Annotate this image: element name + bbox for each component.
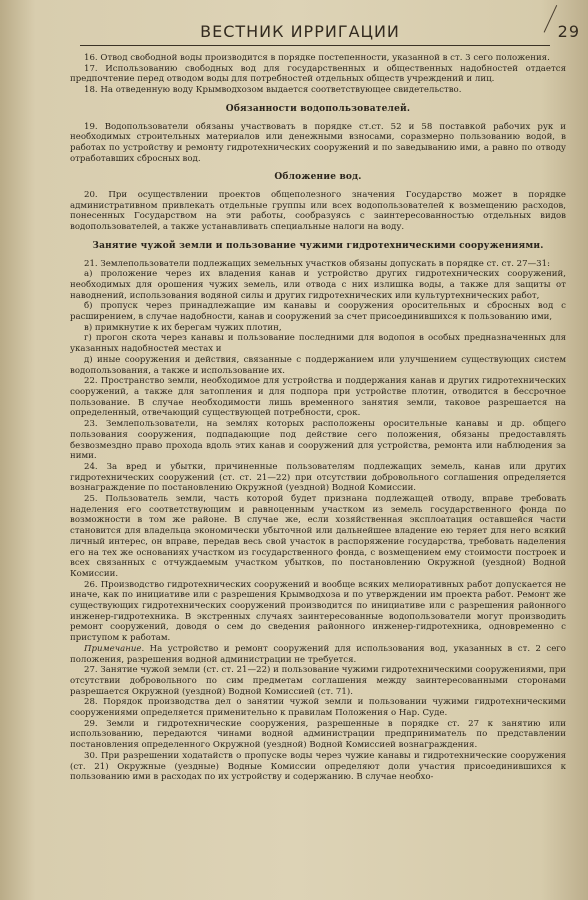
- paragraph: 24. За вред и убытки, причиненные пользователям подлежащих земель, канав или других гидротехнических сооружений (ст. ст. 21—22) при отсутствии добровольного соглашения определяется вознаграждение по постановлению Окружной (уездной) Водной Комиссии.: [70, 461, 566, 494]
- paragraph: 23. Землепользователи, на землях которых расположены оросительные канавы и др. общего пользования сооружения, подпадающие под действие сего положения, обязаны предоставлять безвозмездно право прохода вдоль этих канав и сооружений для устройства, ремонта или наблюдения за ними.: [70, 419, 566, 462]
- paragraph: 30. При разрешении ходатайств о пропуске воды через чужие канавы и гидротехнические сооружения (ст. 21) Окружные (уездные) Водные Комиссии определяют доли участия присоединившихся к пользованию ими в расходах по их устройству и содержанию. В случае необхо-: [70, 750, 566, 783]
- page-number: 29: [557, 22, 580, 41]
- note-paragraph: [70, 644, 566, 665]
- document-body: [70, 53, 566, 783]
- paragraph: 21. Землепользователи подлежащих земельных участков обязаны допускать в порядке ст. ст. 27—31:: [84, 258, 551, 269]
- journal-title: ВЕСТНИК ИРРИГАЦИИ: [200, 22, 400, 41]
- note-text: На устройство и ремонт сооружений для использования вод, указанных в ст. 2 сего положения, разрешения водной администрации не требуется.: [70, 643, 566, 665]
- note-label: Примечание.: [84, 643, 145, 654]
- paragraph: 27. Занятие чужой земли (ст. ст. 21—22) и пользование чужими гидротехническими сооружениями, при отсутствии добровольного по сим предметам соглашения между заинтересованными сторонами разрешается Окружной (уездной) Водной Комиссией (ст. 71).: [70, 665, 566, 697]
- section-heading: Обложение вод.: [274, 172, 362, 183]
- paragraph: б) пропуск через принадлежащие им канавы и сооружения оросительных и сбросных вод с расширением, в случае надобности, канав и сооружений за счет присоединившихся к пользованию ими,: [70, 301, 566, 323]
- section-heading: Занятие чужой земли и пользование чужими гидротехническими сооружениями.: [92, 240, 544, 251]
- paragraph: 26. Производство гидротехнических сооружений и вообще всяких мелиоративных работ допускается не иначе, как по инициативе или с разрешения Крымводхоза и по утверждении им проекта работ. Ремонт же существующих гидротехнических сооружений производится по инициативе или с разрешения районного инженер-гидротехника. В экстренных случаях заинтересованные водопользователи могут производить ремонт сооружений, доводя о сем до сведения районного инженер-гидротехника, одновременно с приступом к работам.: [70, 579, 566, 644]
- paragraph: 29. Земли и гидротехнические сооружения, разрешенные в порядке ст. 27 к занятию или использованию, передаются чинами водной администрации предприниматель по представлении постановления определенного Окружной (уездной) Водной Комиссией вознаграждения.: [70, 718, 566, 751]
- paragraph: 20. При осуществлении проектов общеполезного значения Государство может в порядке административном привлекать отдельные группы или всех водопользователей к возмещению расходов, понесенных Государством на эти работы, сообразуясь с заинтересованностью отдельных видов водопользователей, а также устанавливать специальные налоги на воду.: [70, 190, 566, 233]
- running-head: [70, 22, 580, 41]
- paragraph: 18. На отведенную воду Крымводхозом выдается соответствующее свидетельство.: [84, 85, 462, 96]
- paragraph: в) примкнутие к их берегам чужих плотин,: [84, 322, 282, 333]
- paragraph: г) прогон скота через канавы и пользование последними для водопоя в особых предназначенных для указанных надобностей местах и: [70, 333, 566, 355]
- section-heading: Обязанности водопользователей.: [225, 103, 411, 114]
- paragraph: 22. Пространство земли, необходимое для устройства и поддержания канав и других гидротехнических сооружений, а также для затопления и для подпора при устройстве плотин, отводится в бессрочное пользование. В случае необходимости лишь временного занятия земли, таковое разрешается на определенный, отвечающий существующей потребности, срок.: [70, 376, 566, 419]
- paragraph: 28. Порядок производства дел о занятии чужой земли и пользовании чужими гидротехническими сооружениями определяется применительно к правилам Положения о Нар. Суде.: [70, 697, 566, 719]
- paragraph: 16. Отвод свободной воды производится в порядке постепенности, указанной в ст. 3 сего положения.: [84, 53, 550, 63]
- paragraph: 17. Использованию свободных вод для государственных и общественных надобностей отдается предпочтение перед отводом воды для потребностей отдельных обществ учреждений и лиц.: [70, 63, 566, 85]
- header-rule: [80, 45, 550, 46]
- paragraph: а) проложение через их владения канав и устройство других гидротехнических сооружений, необходимых для орошения чужих земель, или отвода с них излишка воды, а также для защиты от наводнений, использования водяной силы и других гидротехнических или культуртехнических работ,: [70, 269, 566, 301]
- paragraph: 19. Водопользователи обязаны участвовать в порядке ст.ст. 52 и 58 поставкой рабочих рук и необходимых строительных материалов или денежными взносами, соразмерно пользованию водой, в работах по устройству и ремонту гидротехнических сооружений и по заведыванию ими, а равно по отводу отработавших сбросных вод.: [70, 121, 566, 164]
- paragraph: д) иные сооружения и действия, связанные с поддержанием или улучшением существующих систем водопользования, а также и использование их.: [70, 354, 566, 376]
- paragraph: 25. Пользователь земли, часть которой будет признана подлежащей отводу, вправе требовать наделения его соответствующим и равноценным участком из земель государственного фонда по возможности в том же районе. В случае же, если хозяйственная эксплоатация оставшейся части становится для владельца экономически убыточной или дальнейшее владение ею теряет для него всякий личный интерес, он вправе, передав весь свой участок в распоряжение государства, требовать наделения его на тех же основаниях участком из государственного фонда, с возмещением ему стоимости построек и всех связанных с отчуждаемым участком убытков, по постановлению Окружной (уездной) Водной Комиссии.: [70, 494, 566, 579]
